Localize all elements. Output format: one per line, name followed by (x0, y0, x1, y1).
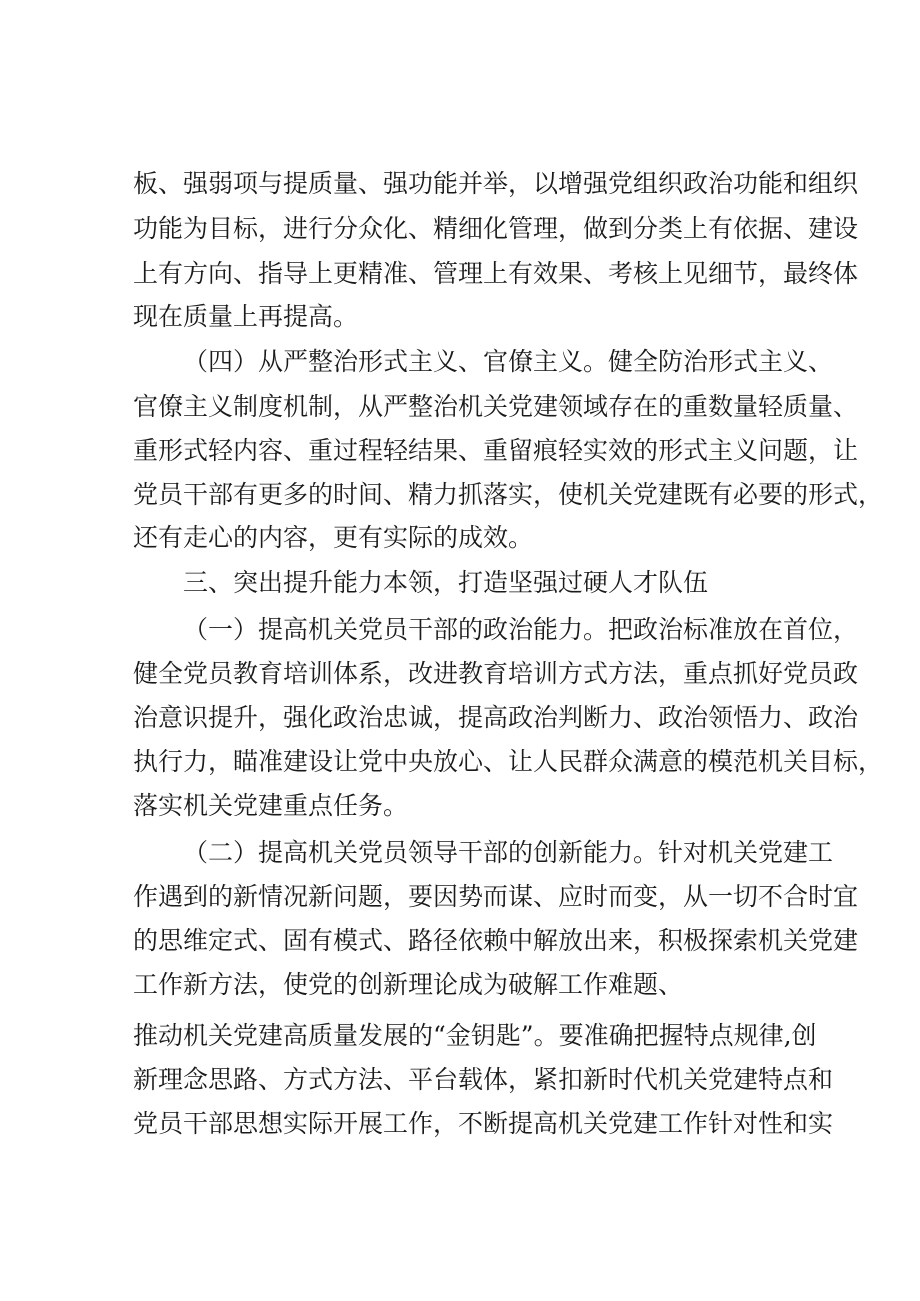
text-line: 执行力，瞄准建设让党中央放心、让人民群众满意的模范机关目标， (133, 747, 884, 776)
text-line: 健全党员教育培训体系，改进教育培训方式方法，重点抓好党员政 (133, 659, 859, 688)
text-line: 作遇到的新情况新问题，要因势而谋、应时而变，从一切不合时宜 (133, 882, 859, 911)
text-line: 还有走心的内容，更有实际的成效。 (133, 523, 534, 552)
paragraph-heading: （一）提高机关党员干部的政治能力。把政治标准放在首位， (183, 615, 859, 644)
text-line: 的思维定式、固有模式、路径依赖中解放出来，积极探索机关党建 (133, 926, 859, 955)
text-line: 党员干部有更多的时间、精力抓落实，使机关党建既有必要的形式， (133, 480, 884, 509)
text-line: 推动机关党建高质量发展的“金钥匙”。要准确把握特点规律,创 (133, 1021, 817, 1050)
text-line: 新理念思路、方式方法、平台载体，紧扣新时代机关党建特点和 (133, 1065, 834, 1094)
paragraph-heading: （二）提高机关党员领导干部的创新能力。针对机关党建工 (183, 838, 834, 867)
text-line: 治意识提升，强化政治忠诚，提高政治判断力、政治领悟力、政治 (133, 703, 859, 732)
text-line: 功能为目标，进行分众化、精细化管理，做到分类上有依据、建设 (133, 214, 859, 243)
text-line: 党员干部思想实际开展工作，不断提高机关党建工作针对性和实 (133, 1109, 834, 1138)
text-line: 官僚主义制度机制，从严整治机关党建领域存在的重数量轻质量、 (133, 392, 859, 421)
section-heading: 三、突出提升能力本领，打造坚强过硬人才队伍 (183, 568, 709, 597)
text-line: 板、强弱项与提质量、强功能并举，以增强党组织政治功能和组织 (133, 169, 859, 198)
text-line: 上有方向、指导上更精准、管理上有效果、考核上见细节，最终体 (133, 259, 859, 288)
text-line: 重形式轻内容、重过程轻结果、重留痕轻实效的形式主义问题，让 (133, 436, 859, 465)
paragraph-heading: （四）从严整治形式主义、官僚主义。健全防治形式主义、 (183, 347, 834, 376)
text-line: 现在质量上再提高。 (133, 302, 359, 331)
text-line: 工作新方法，使党的创新理论成为破解工作难题、 (133, 970, 684, 999)
text-line: 落实机关党建重点任务。 (133, 791, 409, 820)
